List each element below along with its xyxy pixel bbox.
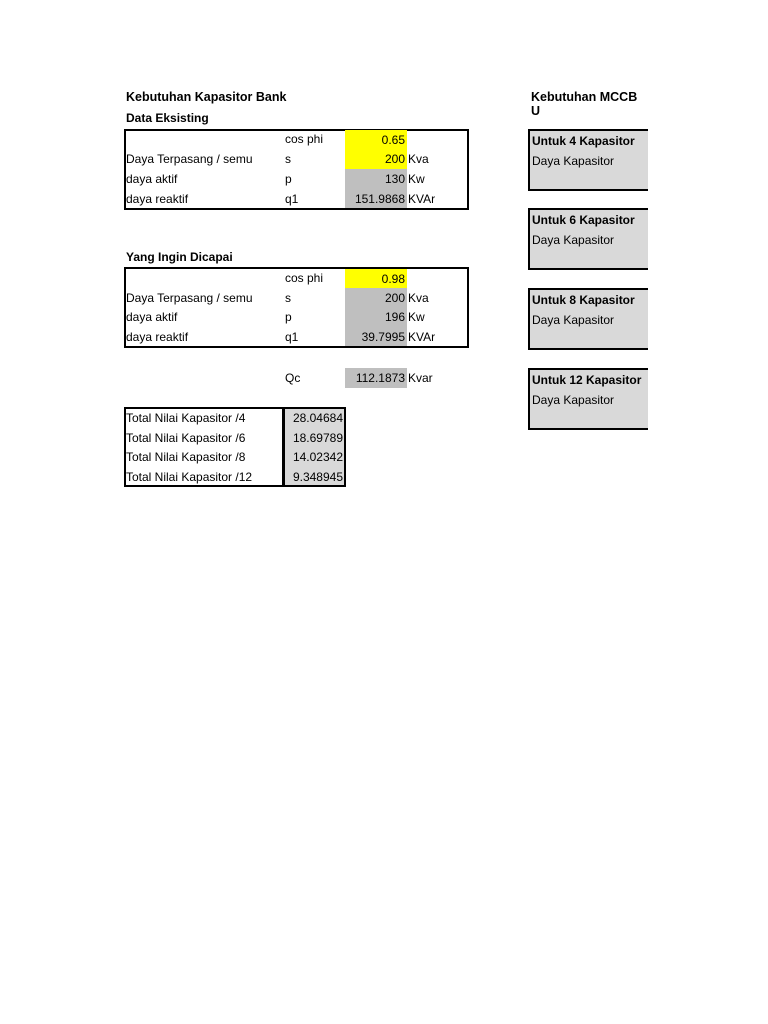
target-label: Daya Terpasang / semu: [126, 291, 253, 305]
target-p-value[interactable]: 196: [345, 307, 407, 327]
total-label: Total Nilai Kapasitor /6: [126, 431, 246, 445]
mccb-box-sub: Daya Kapasitor: [532, 233, 615, 247]
mccb-box-title: Untuk 12 Kapasitor: [532, 373, 642, 387]
existing-symbol: q1: [285, 192, 299, 206]
total-value[interactable]: 9.348945: [292, 470, 343, 484]
mccb-box-12: [528, 368, 648, 430]
section-existing-title: Data Eksisting: [126, 111, 209, 125]
qc-value[interactable]: 112.1873: [345, 368, 407, 388]
target-cosphi-value[interactable]: 0.98: [345, 269, 407, 289]
total-value[interactable]: 28.04684: [292, 411, 343, 425]
mccb-box-sub: Daya Kapasitor: [532, 313, 615, 327]
existing-unit: Kw: [408, 172, 425, 186]
mccb-box-6: [528, 208, 648, 270]
target-symbol: p: [285, 310, 292, 324]
target-symbol: q1: [285, 330, 299, 344]
mccb-box-8: [528, 288, 648, 350]
page-title: Kebutuhan Kapasitor Bank: [126, 90, 287, 104]
existing-s-value[interactable]: 200: [345, 149, 407, 169]
existing-symbol: p: [285, 172, 292, 186]
existing-label: daya aktif: [126, 172, 178, 186]
target-unit: Kva: [408, 291, 429, 305]
total-value[interactable]: 18.69789: [292, 431, 343, 445]
existing-label: Daya Terpasang / semu: [126, 152, 253, 166]
existing-symbol: s: [285, 152, 291, 166]
mccb-box-sub: Daya Kapasitor: [532, 393, 615, 407]
total-label: Total Nilai Kapasitor /12: [126, 470, 253, 484]
existing-symbol: cos phi: [285, 132, 324, 146]
mccb-title: Kebutuhan MCCB U: [531, 90, 638, 118]
target-q1-value[interactable]: 39.7995: [345, 327, 407, 346]
existing-q1-value[interactable]: 151.9868: [345, 189, 407, 208]
existing-unit: KVAr: [408, 192, 436, 206]
total-label: Total Nilai Kapasitor /4: [126, 411, 246, 425]
mccb-box-title: Untuk 4 Kapasitor: [532, 134, 635, 148]
existing-cosphi-value[interactable]: 0.65: [345, 130, 407, 150]
section-target-title: Yang Ingin Dicapai: [126, 250, 233, 264]
target-unit: Kw: [408, 310, 425, 324]
target-unit: KVAr: [408, 330, 436, 344]
target-symbol: s: [285, 291, 291, 305]
target-symbol: cos phi: [285, 271, 324, 285]
mccb-box-title: Untuk 8 Kapasitor: [532, 293, 635, 307]
existing-label: daya reaktif: [126, 192, 189, 206]
target-label: daya reaktif: [126, 330, 189, 344]
qc-symbol: Qc: [285, 371, 301, 385]
target-label: daya aktif: [126, 310, 178, 324]
mccb-box-title: Untuk 6 Kapasitor: [532, 213, 635, 227]
mccb-box-sub: Daya Kapasitor: [532, 154, 615, 168]
total-value[interactable]: 14.02342: [292, 450, 343, 464]
qc-unit: Kvar: [408, 371, 433, 385]
mccb-box-4: [528, 129, 648, 191]
total-label: Total Nilai Kapasitor /8: [126, 450, 246, 464]
target-s-value[interactable]: 200: [345, 288, 407, 308]
existing-p-value[interactable]: 130: [345, 169, 407, 189]
existing-unit: Kva: [408, 152, 429, 166]
